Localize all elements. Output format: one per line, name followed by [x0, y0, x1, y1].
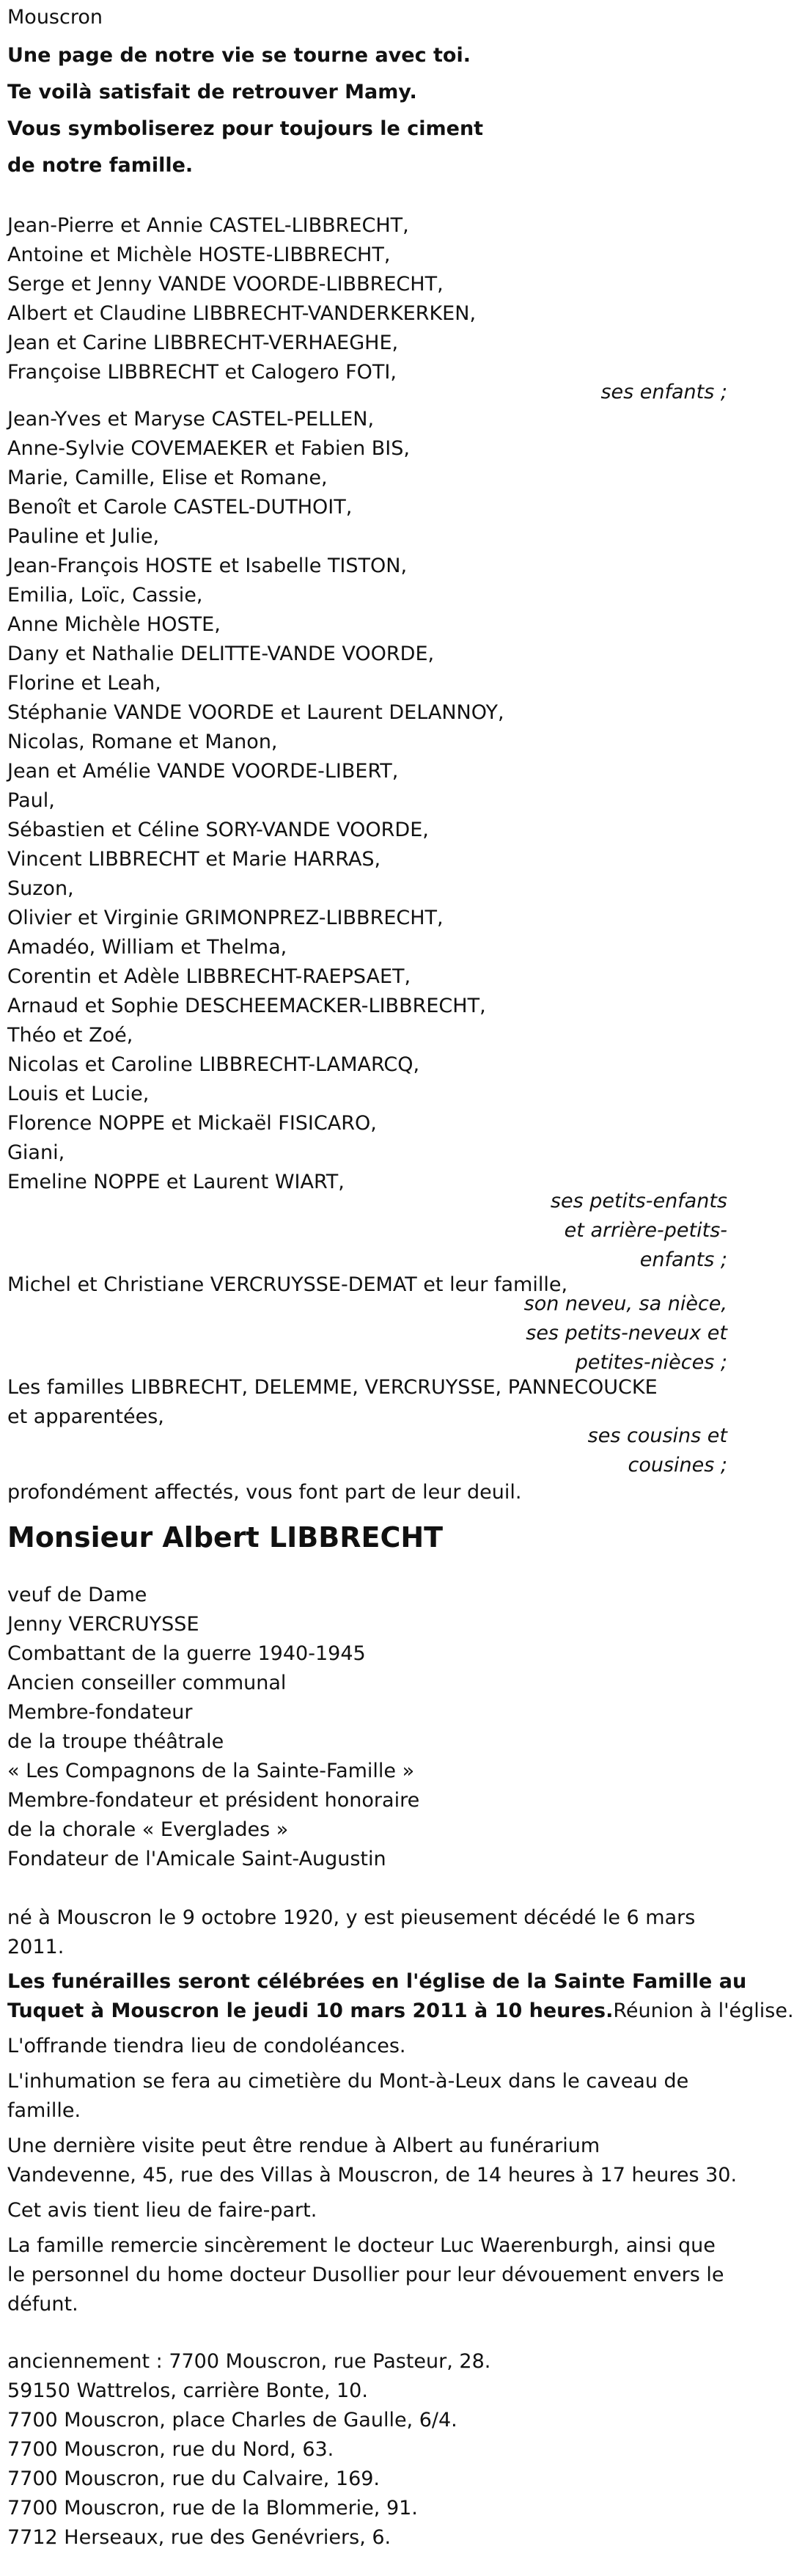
- burial-line: famille.: [7, 2099, 81, 2122]
- address-line: 7700 Mouscron, rue du Nord, 63.: [7, 2438, 334, 2461]
- grandchildren-entry: Arnaud et Sophie DESCHEEMACKER-LIBBRECHT,: [7, 995, 486, 1017]
- poem-line: de notre famille.: [7, 154, 194, 177]
- bio-line: Jenny VERCRUYSSE: [7, 1613, 199, 1636]
- cousins-role: ses cousins et: [587, 1424, 727, 1447]
- closing-line: profondément affectés, vous font part de leur deuil.: [7, 1481, 522, 1504]
- grandchildren-entry: Emilia, Loïc, Cassie,: [7, 584, 203, 607]
- grandchildren-entry: Paul,: [7, 789, 55, 812]
- children-entry: Albert et Claudine LIBBRECHT-VANDERKERKEN,: [7, 302, 477, 325]
- bio-line: Ancien conseiller communal: [7, 1672, 287, 1694]
- bio-line: de la chorale « Everglades »: [7, 1818, 289, 1841]
- birth-death-line: 2011.: [7, 1936, 65, 1958]
- poem-line: Vous symboliserez pour toujours le ciment: [7, 117, 484, 140]
- thanks-line: La famille remercie sincèrement le docteur Luc Waerenburgh, ainsi que: [7, 2234, 716, 2257]
- children-role: ses enfants ;: [600, 381, 727, 403]
- birth-death-line: né à Mouscron le 9 octobre 1920, y est pieusement décédé le 6 mars: [7, 1906, 696, 1929]
- bio-line: Membre-fondateur et président honoraire: [7, 1789, 420, 1812]
- grandchildren-role: enfants ;: [639, 1248, 727, 1271]
- children-entry: Jean-Pierre et Annie CASTEL-LIBBRECHT,: [7, 214, 409, 237]
- address-line: 7712 Herseaux, rue des Genévriers, 6.: [7, 2526, 392, 2549]
- grandchildren-entry: Giani,: [7, 1141, 65, 1164]
- grandchildren-entry: Nicolas et Caroline LIBBRECHT-LAMARCQ,: [7, 1053, 420, 1076]
- children-entry: Antoine et Michèle HOSTE-LIBBRECHT,: [7, 244, 391, 266]
- grandchildren-entry: Corentin et Adèle LIBBRECHT-RAEPSAET,: [7, 965, 411, 988]
- deceased-name: Monsieur Albert LIBBRECHT: [7, 1521, 444, 1554]
- children-entry: Serge et Jenny VANDE VOORDE-LIBBRECHT,: [7, 273, 444, 296]
- grandchildren-role: ses petits-enfants: [550, 1190, 727, 1212]
- bio-line: « Les Compagnons de la Sainte-Famille »: [7, 1760, 415, 1782]
- grandchildren-entry: Florence NOPPE et Mickaël FISICARO,: [7, 1112, 377, 1135]
- nephew-entry: Michel et Christiane VERCRUYSSE-DEMAT et leur famille,: [7, 1273, 568, 1296]
- grandchildren-entry: Théo et Zoé,: [7, 1024, 133, 1047]
- grandchildren-entry: Anne Michèle HOSTE,: [7, 613, 221, 636]
- bio-line: Membre-fondateur: [7, 1701, 193, 1724]
- grandchildren-entry: Jean-François HOSTE et Isabelle TISTON,: [7, 555, 408, 577]
- bio-line: de la troupe théâtrale: [7, 1730, 224, 1753]
- cousins-entry: Les familles LIBBRECHT, DELEMME, VERCRUYSSE, PANNECOUCKE: [7, 1376, 658, 1399]
- grandchildren-entry: Amadéo, William et Thelma,: [7, 936, 287, 959]
- offering-line: L'offrande tiendra lieu de condoléances.: [7, 2035, 406, 2057]
- grandchildren-entry: Stéphanie VANDE VOORDE et Laurent DELANNOY,: [7, 701, 504, 724]
- burial-line: L'inhumation se fera au cimetière du Mont-à-Leux dans le caveau de: [7, 2070, 689, 2093]
- grandchildren-entry: Vincent LIBBRECHT et Marie HARRAS,: [7, 848, 381, 871]
- bio-line: Fondateur de l'Amicale Saint-Augustin: [7, 1848, 386, 1870]
- thanks-line: le personnel du home docteur Dusollier pour leur dévouement envers le: [7, 2264, 724, 2286]
- cousins-role: cousines ;: [628, 1454, 727, 1477]
- cousins-entry: et apparentées,: [7, 1405, 164, 1428]
- children-entry: Françoise LIBBRECHT et Calogero FOTI,: [7, 361, 397, 384]
- address-line: 59150 Wattrelos, carrière Bonte, 10.: [7, 2379, 368, 2402]
- children-entry: Jean et Carine LIBBRECHT-VERHAEGHE,: [7, 332, 399, 354]
- funeral-line: [7, 1997, 794, 2026]
- grandchildren-entry: Benoît et Carole CASTEL-DUTHOIT,: [7, 496, 353, 519]
- location: Mouscron: [7, 6, 103, 29]
- grandchildren-entry: Dany et Nathalie DELITTE-VANDE VOORDE,: [7, 643, 435, 665]
- nephew-role: ses petits-neveux et: [526, 1322, 727, 1344]
- bio-line: Combattant de la guerre 1940-1945: [7, 1642, 366, 1665]
- poem-line: Te voilà satisfait de retrouver Mamy.: [7, 81, 417, 103]
- address-line: 7700 Mouscron, rue de la Blommerie, 91.: [7, 2497, 418, 2520]
- grandchildren-entry: Nicolas, Romane et Manon,: [7, 731, 278, 753]
- funeral-details: Tuquet à Mouscron le jeudi 10 mars 2011 à 10 heures.: [7, 1999, 614, 2022]
- funeral-line: Les funérailles seront célébrées en l'église de la Sainte Famille au: [7, 1970, 747, 1993]
- grandchildren-entry: Olivier et Virginie GRIMONPREZ-LIBBRECHT,: [7, 907, 444, 929]
- address-line: 7700 Mouscron, rue du Calvaire, 169.: [7, 2467, 381, 2490]
- visit-line: Une dernière visite peut être rendue à Albert au funérarium: [7, 2134, 600, 2157]
- poem-line: Une page de notre vie se tourne avec toi.: [7, 44, 471, 67]
- grandchildren-entry: Emeline NOPPE et Laurent WIART,: [7, 1171, 345, 1193]
- funeral-meeting: Réunion à l'église.: [613, 1999, 794, 2022]
- thanks-line: défunt.: [7, 2293, 78, 2316]
- grandchildren-entry: Jean et Amélie VANDE VOORDE-LIBERT,: [7, 760, 399, 783]
- bio-line: veuf de Dame: [7, 1584, 147, 1606]
- address-line: 7700 Mouscron, place Charles de Gaulle, 6/4.: [7, 2409, 457, 2432]
- grandchildren-entry: Suzon,: [7, 877, 74, 900]
- grandchildren-entry: Anne-Sylvie COVEMAEKER et Fabien BIS,: [7, 437, 410, 460]
- visit-line: Vandevenne, 45, rue des Villas à Mouscron, de 14 heures à 17 heures 30.: [7, 2164, 738, 2187]
- grandchildren-entry: Sébastien et Céline SORY-VANDE VOORDE,: [7, 819, 429, 841]
- address-line: anciennement : 7700 Mouscron, rue Pasteur, 28.: [7, 2350, 491, 2373]
- grandchildren-entry: Jean-Yves et Maryse CASTEL-PELLEN,: [7, 408, 375, 431]
- grandchildren-entry: Florine et Leah,: [7, 672, 161, 695]
- grandchildren-entry: Louis et Lucie,: [7, 1083, 150, 1105]
- grandchildren-entry: Pauline et Julie,: [7, 525, 160, 548]
- notice-line: Cet avis tient lieu de faire-part.: [7, 2199, 317, 2222]
- grandchildren-role: et arrière-petits-: [564, 1219, 727, 1242]
- grandchildren-entry: Marie, Camille, Elise et Romane,: [7, 466, 328, 489]
- nephew-role: petites-nièces ;: [575, 1351, 727, 1374]
- nephew-role: son neveu, sa nièce,: [523, 1292, 727, 1315]
